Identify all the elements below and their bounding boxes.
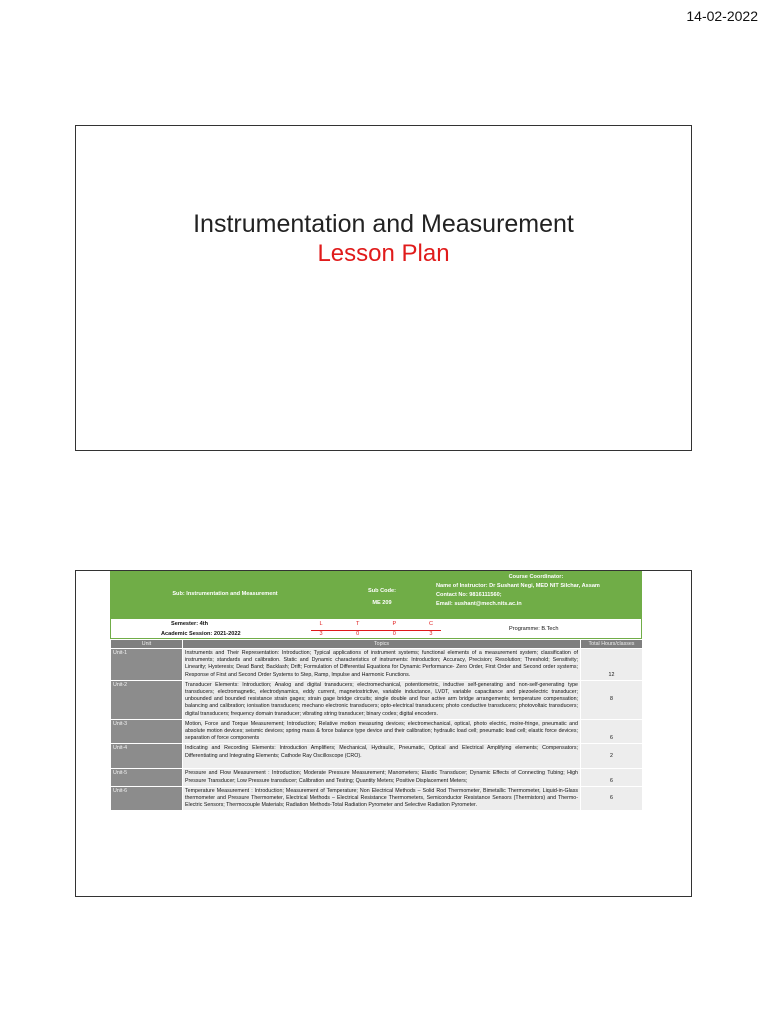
table-row <box>111 719 643 744</box>
table-row <box>111 786 643 811</box>
ltpc-grid <box>311 621 441 640</box>
table-row <box>111 680 643 719</box>
hours-cell: 6 <box>581 769 643 786</box>
semester-row <box>110 619 642 639</box>
table-row <box>111 649 643 681</box>
sub-code-label: Sub Code: <box>368 588 396 594</box>
subject-name: Sub: Instrumentation and Measurement <box>172 591 278 597</box>
topics-cell: Temperature Measurement : Introduction; Measurement of Temperature; Non Electrical Methods – Solid Rod Thermometer, Bimetallic Thermometer, Liquid-in-Glass thermometer and Pressure Thermometer, Electrical Methods – Electrical Resistance Thermometers, Semiconductor Resistance Sensors (Thermistors) and Thermo-Electric Sensors; Thermocouple Materials; Radiation Methods-Total Radiation Pyrometer and Selective Radiation Pyrometer. <box>183 786 581 811</box>
slide-subtitle: Lesson Plan <box>317 240 450 267</box>
hours-cell: 8 <box>581 680 643 719</box>
topics-cell: Transducer Elements: Introduction; Analog and digital transducers; electromechanical, potentiometric, inductive self-generating and non-self-generating type transducers; electromagnetic, electrodynamics, eddy current, magnetostrictive, variable inductance, LVDT, variable capacitance and piezoelectric transducer; unbounded and bounded resistance strain gages; strain gage bridge circuits; single double and four active arm bridge arrangements; temperature compensation; balancing and calibration; ionisation transducers; mechano electronic transducers; opto-electrical transducers; photo conductive transducers; photovoltaic transducers; digital transducers; frequency domain transducer; vibrating string transducer; binary codes; digital encoders. <box>183 680 581 719</box>
unit-cell: Unit-5 <box>111 769 183 786</box>
unit-cell: Unit-4 <box>111 744 183 769</box>
programme: Programme: B.Tech <box>509 626 559 632</box>
ltpc-value: 0 <box>392 631 396 637</box>
coordinator-block <box>436 573 636 609</box>
ltpc-label: L <box>319 621 323 627</box>
ltpc-value: 0 <box>356 631 360 637</box>
ltpc-value: 3 <box>429 631 433 637</box>
semester: Semester: 4th <box>171 621 208 627</box>
page-date: 14-02-2022 <box>686 8 758 24</box>
slide-title: Instrumentation and Measurement <box>193 210 574 238</box>
course-header <box>110 571 642 619</box>
subject-code-block <box>342 585 422 609</box>
academic-session: Academic Session: 2021-2022 <box>161 631 241 637</box>
ltpc-value: 3 <box>319 631 323 637</box>
unit-cell: Unit-3 <box>111 719 183 744</box>
instructor-name: Name of Instructor: Dr Sushant Negi, MED NIT Silchar, Assam <box>436 583 600 589</box>
lesson-plan <box>110 571 642 811</box>
sub-code-value: ME 209 <box>372 600 392 606</box>
table-header-row <box>111 640 643 649</box>
table-row <box>111 744 643 769</box>
hours-cell: 6 <box>581 786 643 811</box>
topics-cell: Motion, Force and Torque Measurement; Introduction; Relative motion measuring devices; electromechanical, optical, photo electric, moire-fringe, pneumatic and absolute motion devices; seismic devices; spring mass & force balance type device and their calibration; hydraulic load cell; pneumatic load cell; elastic force devices; separation of force components <box>183 719 581 744</box>
title-slide <box>75 125 692 451</box>
topics-cell: Pressure and Flow Measurement : Introduction; Moderate Pressure Measurement; Manometers; Elastic Transducer; Dynamic Effects of Connecting Tubing; High Pressure Transducer; Low Pressure transducer; Calibration and Testing; Quantity Meters; Positive Displacement Meters; <box>183 769 581 786</box>
ltpc-label: T <box>355 621 360 627</box>
coordinator-title: Course Coordinator: <box>508 574 564 580</box>
column-header: Unit <box>111 640 183 649</box>
column-header: Total Hours/classes <box>581 640 643 649</box>
unit-cell: Unit-6 <box>111 786 183 811</box>
table-row <box>111 769 643 786</box>
column-header: Topics <box>183 640 581 649</box>
instructor-contact: Contact No: 9816111560; <box>436 592 502 598</box>
hours-cell: 2 <box>581 744 643 769</box>
lesson-plan-slide <box>75 570 692 897</box>
topics-cell: Instruments and Their Representation: Introduction; Typical applications of instrument systems; functional elements of a measurement system; classification of instruments; standards and calibration. Static and Dynamic characteristics of instruments: Introduction; Accuracy, Precision; Resolution; Threshold; Sensitivity; Linearity; Hysteresis; Dead Band; Backlash; Drift; Formulation of Differential Equations for Dynamic Performance- Zero Order, First Order and Second order systems; Response of First and Second Order Systems to Step, Ramp, Impulse and Harmonic Functions. <box>183 649 581 681</box>
instructor-email: Email: sushant@mech.nits.ac.in <box>436 601 522 607</box>
unit-cell: Unit-1 <box>111 649 183 681</box>
ltpc-label: C <box>428 621 433 627</box>
unit-cell: Unit-2 <box>111 680 183 719</box>
ltpc-label: P <box>392 621 397 627</box>
hours-cell: 12 <box>581 649 643 681</box>
units-table <box>110 639 643 811</box>
topics-cell: Indicating and Recording Elements: Introduction Amplifiers; Mechanical, Hydraulic, Pneumatic, Optical and Electrical Amplifying elements; Compensators; Differentiating and Integrating Elements; Cathode Ray Oscilloscope (CRO). <box>183 744 581 769</box>
hours-cell: 6 <box>581 719 643 744</box>
